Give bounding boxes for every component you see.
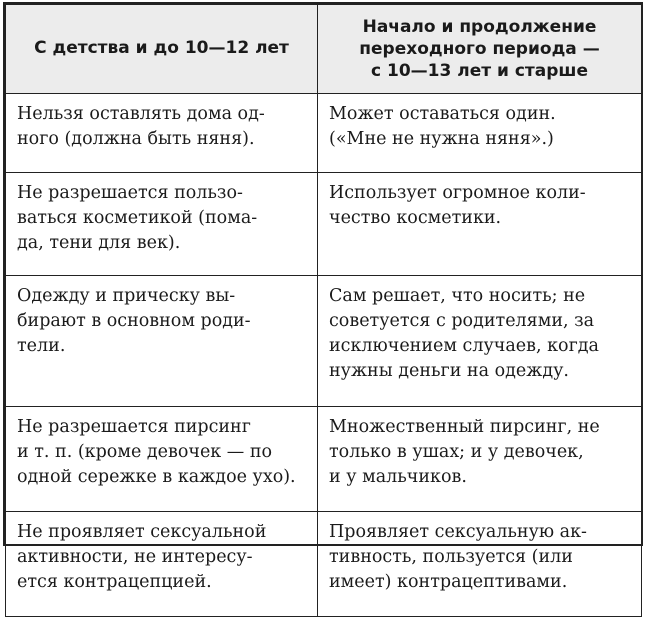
header-transition-line: переходного периода — [359,39,600,59]
comparison-table [5,4,642,617]
cell-line: Может оставаться один. [329,104,556,124]
header-childhood: С детства и до 10—12 лет [6,5,318,94]
table-row [6,173,642,276]
cell-childhood [6,173,318,276]
cell-transition [318,276,642,407]
cell-line: ного (должна быть няня). [17,129,255,149]
cell-line: («Мне не нужна няня».) [329,129,554,149]
cell-childhood [6,94,318,173]
cell-line: и у мальчиков. [329,467,467,487]
cell-line: Сам решает, что носить; не [329,286,586,306]
comparison-table-frame [3,2,643,592]
cell-transition [318,173,642,276]
cell-transition [318,512,642,617]
cell-transition [318,407,642,512]
cell-line: бирают в основном роди- [17,311,251,331]
cell-line: Не разрешается пирсинг [17,417,251,437]
cell-line: активности, не интересу- [17,547,253,567]
cell-line: Проявляет сексуальную ак- [329,522,587,542]
cell-transition [318,94,642,173]
header-transition [318,5,642,94]
table-row [6,407,642,512]
cell-line: исключением случаев, когда [329,336,599,356]
cell-line: Нельзя оставлять дома од- [17,104,265,124]
cell-line: Множественный пирсинг, не [329,417,600,437]
cell-line: ется контрацепцией. [17,572,212,592]
cell-line: Одежду и прическу вы- [17,286,236,306]
cell-line: тели. [17,336,66,356]
header-transition-line: с 10—13 лет и старше [371,61,588,81]
cell-line: ваться косметикой (пома- [17,208,258,228]
cell-line: и т. п. (кроме девочек — по [17,442,273,462]
cell-childhood [6,512,318,617]
cell-line: тивность, пользуется (или [329,547,573,567]
table-row [6,94,642,173]
cell-line: Не разрешается пользо- [17,183,243,203]
cell-line: Не проявляет сексуальной [17,522,267,542]
table-row [6,512,642,617]
header-row [6,5,642,94]
cell-line: только в ушах; и у девочек, [329,442,584,462]
cell-line: имеет) контрацептивами. [329,572,568,592]
cell-line: нужны деньги на одежду. [329,361,569,381]
cell-line: да, тени для век). [17,233,181,253]
table-row [6,276,642,407]
header-transition-line: Начало и продолжение [362,17,597,37]
cell-line: одной сережке в каждое ухо). [17,467,296,487]
cell-childhood [6,276,318,407]
cell-line: чество косметики. [329,208,502,228]
cell-childhood [6,407,318,512]
cell-line: Использует огромное коли- [329,183,586,203]
cell-line: советуется с родителями, за [329,311,595,331]
